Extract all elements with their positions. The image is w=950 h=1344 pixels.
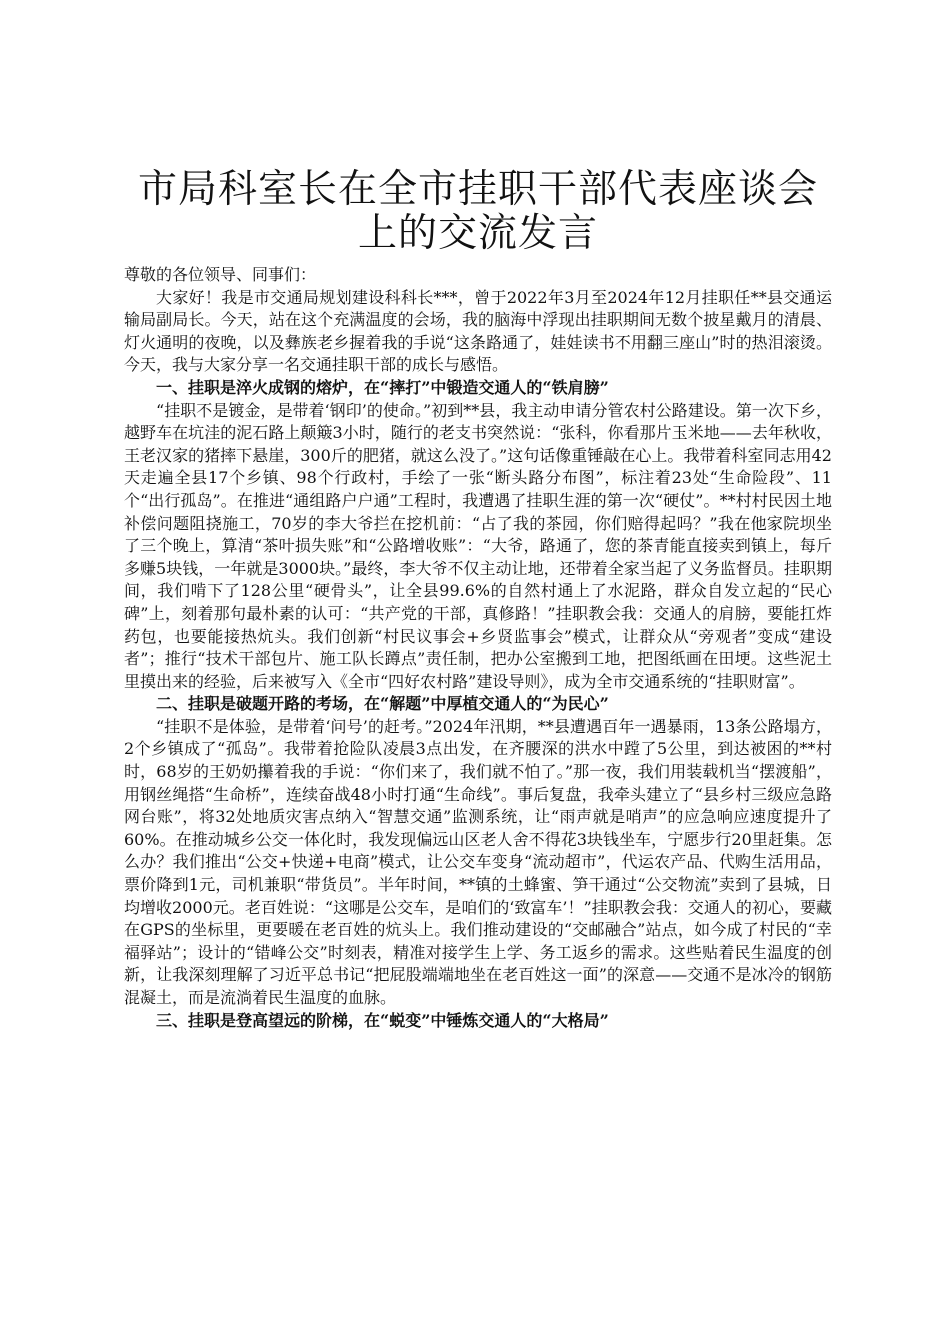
intro-paragraph: 大家好！我是市交通局规划建设科科长***，曾于2022年3月至2024年12月挂职任**县交通运输局副局长。今天，站在这个充满温度的会场，我的脑海中浮现出挂职期间无数个披星戴月的清晨、灯火通明的夜晚，以及彝族老乡握着我的手说“这条路通了，娃娃读书不用翻三座山”时的热泪滚烫。今天，我与大家分享一名交通挂职干部的成长与感悟。 bbox=[124, 287, 832, 375]
section-3-heading: 三、挂职是登高望远的阶梯，在“蜕变”中锤炼交通人的“大格局” bbox=[156, 1010, 609, 1030]
document-title: 市局科室长在全市挂职干部代表座谈会上的交流发言 bbox=[137, 167, 818, 256]
section-2-heading: 二、挂职是破题开路的考场，在“解题”中厚植交通人的“为民心” bbox=[156, 694, 609, 714]
salutation: 尊敬的各位领导、同事们： bbox=[124, 265, 317, 284]
section-1-body: “挂职不是镀金，是带着‘钢印’的使命。”初到**县，我主动申请分管农村公路建设。第一次下乡，越野车在坑洼的泥石路上颠簸3小时，随行的老支书突然说：“张科，你看那片玉米地——去年秋收，王老汉家的猪摔下悬崖，300斤的肥猪，就这么没了。”这句话像重锤敲在心上。我带着科室同志用42天走遍全县17个乡镇、98个行政村，手绘了一张“断头路分布图”，标注着23处“生命险段”、11个“出行孤岛”。在推进“通组路户户通”工程时，我遭遇了挂职生涯的第一次“硬仗”。**村村民因土地补偿问题阻挠施工，70岁的李大爷拦在挖机前：“占了我的茶园，你们赔得起吗？”我在他家院坝坐了三个晚上，算清“茶叶损失账”和“公路增收账”：“大爷，路通了，您的茶青能直接卖到镇上，每斤多赚5块钱，一年就是3000块。”最终，李大爷不仅主动让地，还带着全家当起了义务监督员。挂职期间，我们啃下了128公里“硬骨头”，让全县99.6%的自然村通上了水泥路，群众自发立起的“民心碑”上，刻着那句最朴素的认可：“共产党的干部，真修路！”挂职教会我：交通人的肩膀，要能扛炸药包，也要能接热炕头。我们创新“村民议事会+乡贤监事会”模式，让群众从“旁观者”变成“建设者”；推行“技术干部包片、施工队长蹲点”责任制，把办公室搬到工地，把图纸画在田埂。这些泥土里摸出来的经验，后来被写入《全市“四好农村路”建设导则》，成为全市交通系统的“挂职财富”。 bbox=[124, 400, 832, 691]
section-1-heading: 一、挂职是淬火成钢的熔炉，在“摔打”中锻造交通人的“铁肩膀” bbox=[156, 377, 609, 397]
section-2-body: “挂职不是体验，是带着‘问号’的赶考。”2024年汛期，**县遭遇百年一遇暴雨，13条公路塌方，2个乡镇成了“孤岛”。我带着抢险队凌晨3点出发，在齐腰深的洪水中蹚了5公里，到达被困的**村时，68岁的王奶奶攥着我的手说：“你们来了，我们就不怕了。”那一夜，我们用装载机当“摆渡船”，用钢丝绳搭“生命桥”，连续奋战48小时打通“生命线”。事后复盘，我牵头建立了“县乡村三级应急路网台账”，将32处地质灾害点纳入“智慧交通”监测系统，让“雨声就是哨声”的应急响应速度提升了60%。在推动城乡公交一体化时，我发现偏远山区老人舍不得花3块钱坐车，宁愿步行20里赶集。怎么办？我们推出“公交+快递+电商”模式，让公交车变身“流动超市”，代运农产品、代购生活用品，票价降到1元，司机兼职“带货员”。半年时间，**镇的土蜂蜜、笋干通过“公交物流”卖到了县城，日均增收2000元。老百姓说：“这哪是公交车，是咱们的‘致富车’！”挂职教会我：交通人的初心，要藏在GPS的坐标里，更要暖在老百姓的炕头上。我们推动建设的“交邮融合”站点，如今成了村民的“幸福驿站”；设计的“错峰公交”时刻表，精准对接学生上学、务工返乡的需求。这些贴着民生温度的创新，让我深刻理解了习近平总书记“把屁股端端地坐在老百姓这一面”的深意——交通不是冰冷的钢筋混凝土，而是流淌着民生温度的血脉。 bbox=[124, 716, 832, 1007]
document-content bbox=[124, 168, 832, 1032]
